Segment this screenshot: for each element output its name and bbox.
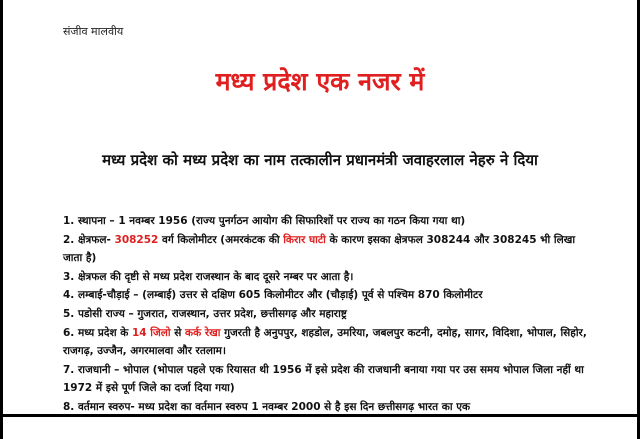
fact-highlight: 14 जिलो xyxy=(132,326,171,339)
fact-item-2 xyxy=(63,231,591,268)
subtitle-heading: मध्य प्रदेश को मध्य प्रदेश का नाम तत्कालीन प्रधानमंत्री जवाहरलाल नेहरु ने दिया xyxy=(102,151,538,169)
page-bottom-border xyxy=(3,414,637,417)
fact-text: वर्ग किलोमीटर (अमरकंटक की xyxy=(158,233,284,246)
fact-text: 6. मध्य प्रदेश के xyxy=(63,326,132,339)
fact-item-6 xyxy=(63,324,591,361)
fact-text: 4. लम्बाई-चौड़ाई – (लम्बाई) उत्तर से दक्षिण 605 किलोमीटर और (चौड़ाई) पूर्व से पश्चिम 870 किलोमीटर xyxy=(63,289,483,302)
fact-highlight: 308252 xyxy=(114,233,159,246)
fact-item-7 xyxy=(63,361,591,398)
fact-text: 3. क्षेत्रफल की दृष्टी से मध्य प्रदेश राजस्थान के बाद दूसरे नम्बर पर आता है। xyxy=(63,270,354,283)
author-name: संजीव मालवीय xyxy=(63,25,124,38)
fact-list xyxy=(63,212,591,417)
fact-item-3 xyxy=(63,268,591,287)
fact-item-5 xyxy=(63,305,591,324)
fact-text: 5. पडोसी राज्य – गुजरात, राजस्थान, उत्तर प्रदेश, छत्तीसगढ़ और महाराष्ट्र xyxy=(63,307,347,320)
fact-text: 8. वर्तमान स्वरुप- मध्य प्रदेश का वर्तमान स्वरुप 1 नवम्बर 2000 से है इस दिन छत्तीसगढ़ भारत का एक xyxy=(63,400,471,413)
page-title: मध्य प्रदेश एक नजर में xyxy=(215,67,425,96)
fact-text: 2. क्षेत्रफल- xyxy=(63,233,115,246)
fact-text: के कारण इसका क्षेत्रफल 308244 और 308245 भी लिखा जाता है) xyxy=(63,233,576,265)
fact-text: 7. राजधानी – भोपाल (भोपाल पहले एक रियासत थी 1956 में इसे प्रदेश की राजधानी बनाया गया पर उस समय भोपाल जिला नहीं था 1972 में इसे पूर्ण जिले का दर्जा दिया गया) xyxy=(63,363,584,395)
fact-highlight: कर्क रेखा xyxy=(185,326,221,339)
fact-item-4 xyxy=(63,286,591,305)
fact-item-1 xyxy=(63,212,591,231)
fact-highlight: किरार घाटी xyxy=(283,233,326,246)
fact-text: गुजरती है अनुपपुर, शहडोल, उमरिया, जबलपुर कटनी, दमोह, सागर, विदिशा, भोपाल, सिहोर, राजगढ़, उज्जैन, अगरमालवा और रतलाम। xyxy=(63,326,587,358)
fact-text: 1. स्थापना – 1 नवम्बर 1956 (राज्य पुनर्गठन आयोग की सिफारिशों पर राज्य का गठन किया गया था) xyxy=(63,215,466,227)
fact-text: से xyxy=(170,326,186,339)
